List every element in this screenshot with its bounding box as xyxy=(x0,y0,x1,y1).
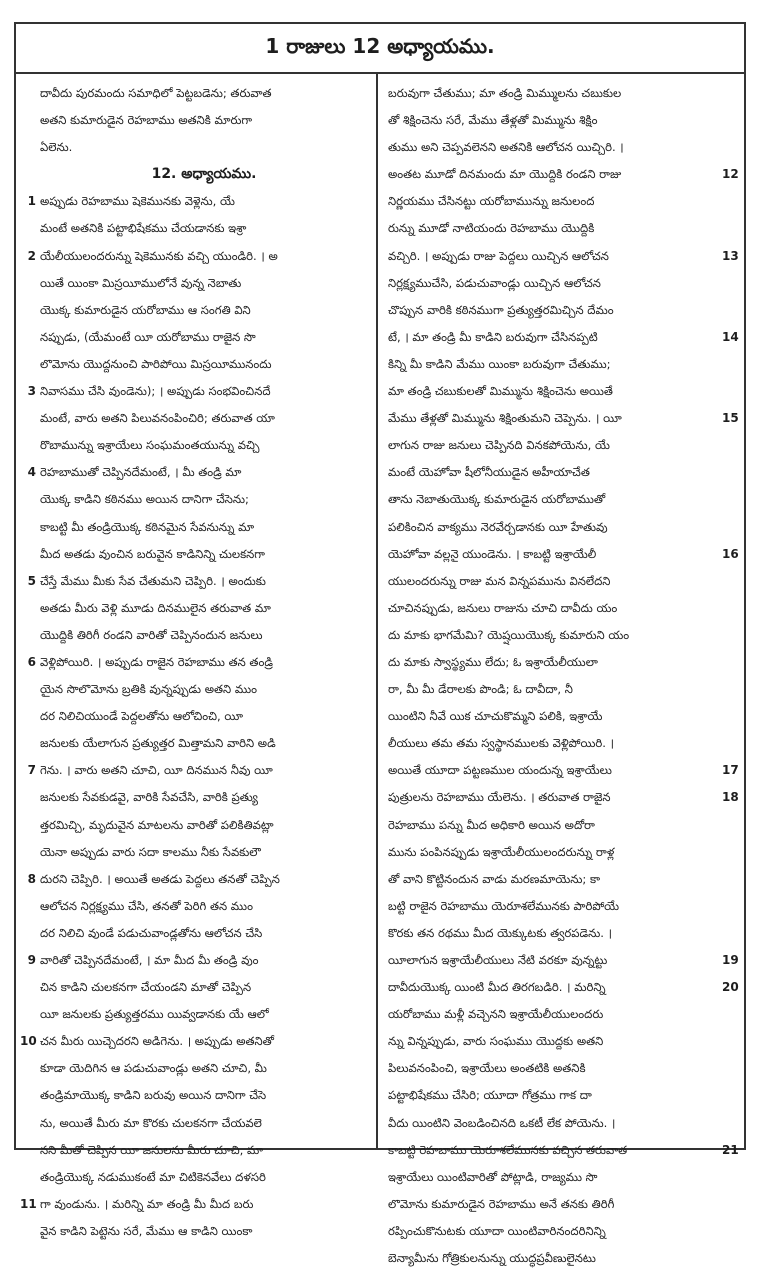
text-line xyxy=(40,595,368,622)
text-line xyxy=(388,649,718,676)
text-line xyxy=(388,757,739,784)
text-line xyxy=(40,405,368,432)
line-text: జనులకు యేలాగున ప్రత్యుత్తర మిత్తామని వారిని అడి xyxy=(40,736,276,751)
text-line xyxy=(40,622,368,649)
line-text: లొమోను యెుద్దనుంచి పారిపోయి మిస్రయీమునందు xyxy=(40,356,272,371)
verse-number: 3 xyxy=(27,384,36,399)
text-line xyxy=(40,974,368,1001)
text-line xyxy=(40,1082,368,1109)
line-text: లీయులు తమ తమ స్వస్థానములకు వెళ్లిపోయిరి. । xyxy=(388,736,615,751)
line-text: దు మాకు భాగమేమి? యెష్షయియొక్క కుమారుని యం xyxy=(388,627,630,642)
text-line xyxy=(388,920,718,947)
line-text: యొక్క కాడిని కఠినము అయిన దానిగా చేసెను; xyxy=(40,492,249,507)
text-line xyxy=(388,568,718,595)
line-text: వెళ్లిపోయిరి. । అప్పుడు రాజైన రెహబాము తన తండ్రి xyxy=(40,654,273,669)
text-line xyxy=(27,188,368,215)
line-text: రొబామున్ను ఇశ్రాయేలు సంఘమంతయున్ను వచ్చి xyxy=(40,438,260,453)
line-text: కూడా యెదిగిన ఆ పడుచువాండ్లు అతని చూచి, మీ xyxy=(40,1061,267,1076)
line-text: యీలాగున ఇశ్రాయేలీయులు నేటి వరకూ వున్నట్టు xyxy=(388,953,608,967)
verse-number: 21 xyxy=(722,1142,739,1157)
line-text: మంటే అతనికి పట్టాభిషేకము చేయడానకు ఇశ్రా xyxy=(40,221,247,236)
text-line xyxy=(40,920,368,947)
verse-number: 4 xyxy=(27,465,36,480)
text-line xyxy=(388,432,718,459)
line-text: రెహబాముతో చెప్పినదేమంటే, । మీ తండ్రి మా xyxy=(40,465,242,480)
line-text: వైన కాడిని పెట్టెను సరే, మేము ఆ కాడిని యింకా xyxy=(40,1223,253,1238)
line-text: యితే యింకా మిస్రయీములోనే వున్న నెబాతు xyxy=(40,275,242,290)
verse-number: 2 xyxy=(27,248,36,263)
text-line xyxy=(388,405,739,432)
line-text: యేలీయులందరున్ను షెకెమునకు వచ్చి యుండిరి. । అ xyxy=(40,248,278,263)
verse-number: 20 xyxy=(722,980,739,995)
line-text: మును పంపినప్పుడు ఇశ్రాయేలీయులందరున్ను రాళ్ల xyxy=(388,844,615,859)
text-line xyxy=(40,676,368,703)
text-line xyxy=(40,432,368,459)
line-text: వీదు యింటిని వెంబడించినది ఒకటీ లేక పోయెను. । xyxy=(388,1115,616,1130)
line-text: తుము అని చెప్పవలెనని అతనికి ఆలోచన యిచ్చిరి. । xyxy=(388,140,624,155)
text-line xyxy=(40,1110,368,1137)
verse-number: 6 xyxy=(27,654,36,669)
text-line xyxy=(27,459,368,486)
verse-number: 14 xyxy=(722,329,739,344)
line-text: తండ్రియొక్క నడుముకంటే మా చిటికెనవేలు దళసరి xyxy=(40,1169,266,1184)
text-line xyxy=(40,134,368,161)
text-line xyxy=(27,568,368,595)
text-line xyxy=(40,514,368,541)
line-text: అయితే యూదా పట్టణముల యందున్న ఇశ్రాయేలు xyxy=(388,763,612,778)
text-line xyxy=(40,812,368,839)
line-text: వారితో చెప్పినదేమంటే, । మా మీద మీ తండ్రి వుం xyxy=(40,953,259,967)
line-text: యింటిని నీవే యిక చూచుకొమ్మని పలికి, ఇశ్రాయే xyxy=(388,709,603,724)
line-text: చిన కాడిని చులకనగా చేయండని మాతో చెప్పిన xyxy=(40,980,252,995)
text-line xyxy=(388,161,739,188)
line-text: లొమోను కుమారుడైన రెహబాము అనే తనకు తిరిగీ xyxy=(388,1196,615,1211)
text-line xyxy=(40,486,368,513)
text-line xyxy=(388,1082,718,1109)
text-line xyxy=(388,514,718,541)
line-text: యెహోవా వల్లనై యుండెను. । కాబట్టి ఇశ్రాయేలీ xyxy=(388,546,597,561)
line-text: ను, అయితే మీరు మా కొరకు చులకనగా చేయవలె xyxy=(40,1115,262,1130)
text-line xyxy=(388,1164,718,1191)
line-text: కిన్ని మీ కాడిని మేము యింకా బరువుగా చేతుము; xyxy=(388,356,611,371)
text-line xyxy=(388,297,718,324)
page xyxy=(14,22,746,1266)
text-line xyxy=(388,839,718,866)
line-text: నిర్ణయము చేసినట్టు యరోబామున్ను జనులంద xyxy=(388,194,595,209)
text-line xyxy=(388,378,718,405)
line-text: నని మీతో చెప్పిన యీ జనులను మీరు చూచి, మా xyxy=(40,1142,263,1157)
text-line xyxy=(20,1191,368,1218)
line-text: జనులకు సేవకుడవై, వారికి సేవచేసి, వారికి ప్రత్యు xyxy=(40,790,258,805)
text-line xyxy=(40,784,368,811)
text-line xyxy=(388,1245,718,1272)
line-text: అతని కుమారుడైన రెహబాము అతనికి మారుగా xyxy=(40,113,253,128)
line-text: నిర్లక్ష్యముచేసి, పడుచువాండ్లు యిచ్చిన ఆలోచన xyxy=(388,275,601,290)
line-text: బట్టి రాజైన రెహబాము యెరూశలేమునకు పారిపోయే xyxy=(388,898,620,913)
right-column xyxy=(378,74,744,1266)
text-line xyxy=(388,947,739,974)
text-line xyxy=(388,1137,739,1164)
text-line xyxy=(388,1028,718,1055)
text-line xyxy=(40,270,368,297)
line-text: త్తరమిచ్చి, మృదువైన మాటలను వారితో పలికితివట్లా xyxy=(40,817,274,832)
line-text: దావీదు పురమందు సమాధిలో పెట్టబడెను; తరువాత xyxy=(40,86,272,100)
chapter-heading xyxy=(40,161,368,188)
line-text: అతడు మీరు వెళ్లి మూడు దినములైన తరువాత మా xyxy=(40,600,271,615)
text-line xyxy=(388,595,718,622)
text-line xyxy=(388,215,718,242)
line-text: పిలువనంపించి, ఇశ్రాయేలు అంతటికి అతనికి xyxy=(388,1061,586,1076)
text-line xyxy=(27,649,368,676)
line-text: రా, మీ మీ డేరాలకు పొండి; ఓ దావీదా, నీ xyxy=(388,682,573,697)
line-text: మేము తేళ్లతో మిమ్మును శిక్షింతుమని చెప్పెను. । యీ xyxy=(388,411,622,426)
line-text: యరోబాము మళ్లీ వచ్చెనని ఇశ్రాయేలీయులందరు xyxy=(388,1007,604,1022)
line-text: గా వుండును. । మరిన్ని మా తండ్రి మీ మీద బరు xyxy=(40,1196,254,1211)
text-line xyxy=(388,866,718,893)
line-text: కాబట్టి రెహబాము యెరూశలేమునకు వచ్చిన తరువాత xyxy=(388,1142,628,1157)
text-line xyxy=(388,812,718,839)
verse-number: 13 xyxy=(722,248,739,263)
text-line xyxy=(40,1137,368,1164)
line-text: అప్పుడు రెహబాము షెకెమునకు వెళ్లెను, యే xyxy=(40,194,235,209)
line-text: అంతట మూడో దినమందు మా యొద్దికి రండని రాజు xyxy=(388,167,622,182)
line-text: పలికించిన వాక్యము నెరవేర్చడానకు యీ హేతువు xyxy=(388,519,608,534)
line-text: యైన సొలొమోను బ్రతికి వున్నప్పుడు అతని ముం xyxy=(40,682,258,697)
text-line xyxy=(40,215,368,242)
line-text: నప్పుడు, (యేమంటే యీ యరోబాము రాజైన సొ xyxy=(40,329,256,344)
text-line xyxy=(388,893,718,920)
line-text: రెహబాము పన్ను మీద అధికారి అయిన అదోరా xyxy=(388,817,595,832)
text-line xyxy=(388,80,718,107)
verse-number: 19 xyxy=(722,953,739,967)
line-text: తండ్రిమాయొక్క కాడిని బరువు అయిన దానిగా చేసె xyxy=(40,1088,267,1103)
text-line xyxy=(27,378,368,405)
text-line xyxy=(40,703,368,730)
verse-number: 15 xyxy=(722,411,739,426)
text-line xyxy=(40,1218,368,1245)
text-line xyxy=(40,730,368,757)
text-line xyxy=(388,703,718,730)
line-text: యొక్క కుమారుడైన యరోబాము ఆ సంగతి విని xyxy=(40,302,251,317)
verse-number: 8 xyxy=(27,871,36,886)
text-line xyxy=(388,324,739,351)
text-line xyxy=(388,270,718,297)
line-text: యీ జనులకు ప్రత్యుత్తరము యివ్వడానకు యే ఆలో xyxy=(40,1007,269,1022)
text-line xyxy=(388,107,718,134)
line-text: మంటే, వారు అతని పిలువనంపించిరి; తరువాత యా xyxy=(40,411,275,426)
text-line xyxy=(388,134,718,161)
text-line xyxy=(40,1055,368,1082)
verse-number: 11 xyxy=(20,1196,37,1211)
line-text: చన మీరు యిచ్చెదరని అడిగెను. । అప్పుడు అతనితో xyxy=(40,1034,274,1049)
text-line xyxy=(40,1001,368,1028)
line-text: బరువుగా చేతుము; మా తండ్రి మిమ్ములను చబుకుల xyxy=(388,86,622,100)
text-line xyxy=(27,243,368,270)
line-text: ఆలోచన నిర్లక్ష్యము చేసి, తనతో పెరిగి తన ముం xyxy=(40,898,253,913)
page-title: 1 రాజులు 12 అధ్యాయము. xyxy=(265,33,495,58)
text-line xyxy=(388,486,718,513)
text-line xyxy=(388,730,718,757)
line-text: యెనా అప్పుడు వారు సదా కాలము నీకు సేవకులౌ xyxy=(40,844,261,859)
line-text: పుత్రులను రెహబాము యేలెను. । తరువాత రాజైన xyxy=(388,790,611,805)
text-line xyxy=(388,351,718,378)
text-line xyxy=(388,188,718,215)
text-line xyxy=(388,459,718,486)
text-line xyxy=(388,1055,718,1082)
text-line xyxy=(40,351,368,378)
line-text: వచ్చిరి. । అప్పుడు రాజు పెద్దలు యిచ్చిన ఆలోచన xyxy=(388,248,609,263)
line-text: 12. అధ్యాయము. xyxy=(151,166,257,183)
left-column xyxy=(16,74,378,1238)
line-text: దర నిలిచి వుండే పడుచువాండ్లతోను ఆలోచన చేసి xyxy=(40,925,263,940)
line-text: కొరకు తన రథము మీద యెక్కుటకు త్వరపడెను. । xyxy=(388,925,612,940)
text-line xyxy=(388,1110,718,1137)
text-line xyxy=(388,541,739,568)
verse-number: 17 xyxy=(722,763,739,778)
text-line xyxy=(388,784,739,811)
line-text: బెన్యామీను గోత్రికులనున్ను యుద్ధప్రవీణులైనటు xyxy=(388,1251,596,1266)
line-text: రున్ను మూడో నాటియందు రెహబాము యొద్దికి xyxy=(388,221,595,236)
verse-number: 1 xyxy=(27,194,36,209)
verse-number: 18 xyxy=(722,790,739,805)
line-text: తో శిక్షించెను సరే, మేము తేళ్లతో మిమ్మును శిక్షిం xyxy=(388,113,598,128)
text-line xyxy=(40,80,368,107)
line-text: లాగున రాజు జనులు చెప్పినది వినకపోయెను, యే xyxy=(388,438,610,453)
text-line xyxy=(388,974,739,1001)
verse-number: 10 xyxy=(20,1034,37,1049)
text-line xyxy=(40,541,368,568)
line-text: యులందరున్ను రాజు మన విన్నపమును వినలేదని xyxy=(388,573,611,588)
text-line xyxy=(27,947,368,974)
text-line xyxy=(388,622,718,649)
verse-number: 12 xyxy=(722,167,739,182)
line-text: మంటే యెహోవా షీలోనీయుడైన అహీయాచేత xyxy=(388,465,590,480)
text-line xyxy=(27,866,368,893)
line-text: రప్పించుకొనుటకు యూదా యింటివారినందరినిన్ని xyxy=(388,1223,606,1238)
text-line xyxy=(40,839,368,866)
text-line xyxy=(40,107,368,134)
line-text: ఏలెను. xyxy=(40,140,73,155)
line-text: న్ను విన్నప్పుడు, వారు సంఘము యొద్దకు అతని xyxy=(388,1034,604,1049)
text-line xyxy=(40,893,368,920)
line-text: గెను. । వారు అతని చూచి, యీ దినమున నీవు యీ xyxy=(40,763,273,778)
text-line xyxy=(40,324,368,351)
text-line xyxy=(388,1191,718,1218)
line-text: దర నిలిచియుండే పెద్దలతోను ఆలోచించి, యీ xyxy=(40,709,244,724)
line-text: చూచినప్పుడు, జనులు రాజును చూచి దావీదు యం xyxy=(388,600,618,615)
line-text: తో వాని కొట్టినందున వాడు మరణమాయెను; కా xyxy=(388,871,601,886)
line-text: మీద అతడు వుంచిన బరువైన కాడినిన్ని చులకనగా xyxy=(40,546,265,561)
text-line xyxy=(40,1164,368,1191)
line-text: టే, । మా తండ్రి మీ కాడిని బరువుగా చేసినప్పటి xyxy=(388,329,598,344)
text-line xyxy=(27,757,368,784)
text-line xyxy=(388,1001,718,1028)
text-line xyxy=(20,1028,368,1055)
line-text: కాబట్టి మీ తండ్రియొక్క కఠినమైన సేవనున్ను మా xyxy=(40,519,255,534)
page-header xyxy=(16,24,744,74)
line-text: దురని చెప్పిరి. । అయితే అతడు పెద్దలు తనతో చెప్పిన xyxy=(40,871,280,886)
verse-number: 16 xyxy=(722,546,739,561)
line-text: పట్టాభిషేకము చేసిరి; యూదా గోత్రము గాక దా xyxy=(388,1088,592,1103)
text-line xyxy=(388,243,739,270)
line-text: తాను నెబాతుయొక్క కుమారుడైన యరోబాముతో xyxy=(388,492,606,507)
verse-number: 7 xyxy=(27,763,36,778)
line-text: దావీదుయొక్క యింటి మీద తిరగబడిరి. । మరిన్ని xyxy=(388,980,606,995)
line-text: చొప్పున వారికి కఠినముగా ప్రత్యుత్తరమిచ్చిన దేమం xyxy=(388,302,614,317)
line-text: నివాసము చేసి వుండెను); । అప్పుడు సంభవించినదే xyxy=(40,384,271,399)
verse-number: 5 xyxy=(27,573,36,588)
line-text: యొద్దికి తిరిగీ రండని వారితో చెప్పినందున జనులు xyxy=(40,627,263,642)
line-text: ఇశ్రాయేలు యింటివారితో పోట్లాడి, రాజ్యము సొ xyxy=(388,1169,598,1184)
text-line xyxy=(388,676,718,703)
line-text: దు మాకు స్వాస్థ్యము లేదు; ఓ ఇశ్రాయేలీయులా xyxy=(388,654,598,669)
text-line xyxy=(40,297,368,324)
text-line xyxy=(388,1218,718,1245)
verse-number: 9 xyxy=(27,953,36,967)
line-text: చేస్తే మేము మీకు సేవ చేతుమని చెప్పిరి. । అందుకు xyxy=(40,573,266,588)
line-text: మా తండ్రి చబుకులతో మిమ్మును శిక్షించెను అయితే xyxy=(388,384,613,399)
